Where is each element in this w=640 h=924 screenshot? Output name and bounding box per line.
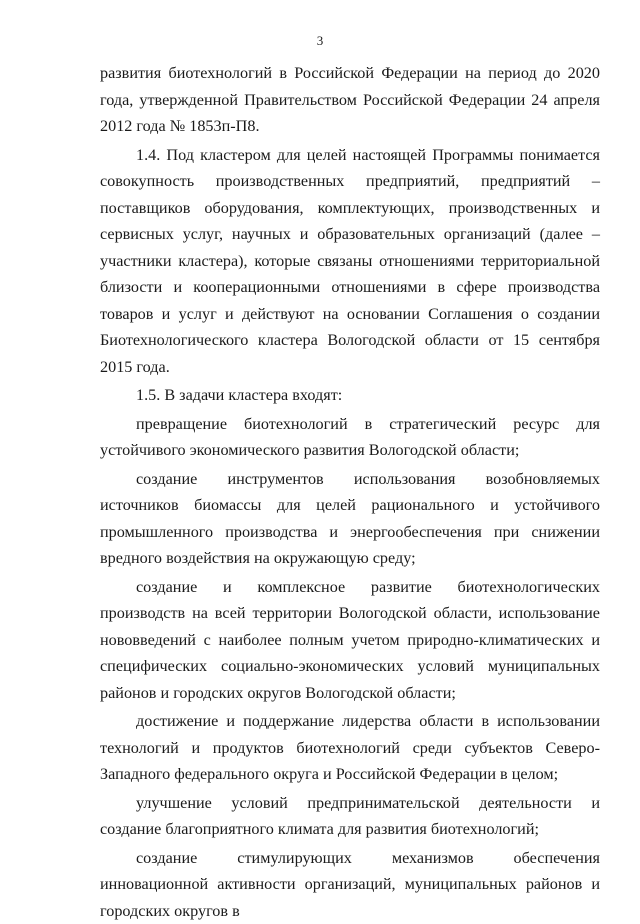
page-number: 3 (0, 33, 640, 49)
document-body (100, 60, 600, 924)
list-item-task: создание стимулирующих механизмов обеспечения инновационной активности организаций, муниципальных районов и городских округов в (100, 845, 600, 924)
list-item-task: достижение и поддержание лидерства области в использовании технологий и продуктов биотехнологий среди субъектов Северо-Западного федерального округа и Российской Федерации в целом; (100, 708, 600, 788)
list-item-task: превращение биотехнологий в стратегический ресурс для устойчивого экономического развития Вологодской области; (100, 411, 600, 464)
paragraph-cluster-tasks-heading: 1.5. В задачи кластера входят: (100, 382, 600, 409)
list-item-task: создание и комплексное развитие биотехнологических производств на всей территории Вологодской области, использование нововведений с наиболее полным учетом природно-климатических и специфических социально-экономических условий муниципальных районов и городских округов Вологодской области; (100, 574, 600, 707)
list-item-task: создание инструментов использования возобновляемых источников биомассы для целей рационального и устойчивого промышленного производства и энергообеспечения при снижении вредного воздействия на окружающую среду; (100, 466, 600, 572)
paragraph-cluster-definition: 1.4. Под кластером для целей настоящей Программы понимается совокупность производственных предприятий, предприятий – поставщиков оборудования, комплектующих, производственных и сервисных услуг, научных и образовательных организаций (далее – участники кластера), которые связаны отношениями территориальной близости и кооперационными отношениями в сфере производства товаров и услуг и действуют на основании Соглашения о создании Биотехнологического кластера Вологодской области от 15 сентября 2015 года. (100, 142, 600, 381)
paragraph-continuation: развития биотехнологий в Российской Федерации на период до 2020 года, утвержденной Правительством Российской Федерации 24 апреля 2012 года № 1853п-П8. (100, 60, 600, 140)
list-item-task: улучшение условий предпринимательской деятельности и создание благоприятного климата для развития биотехнологий; (100, 790, 600, 843)
